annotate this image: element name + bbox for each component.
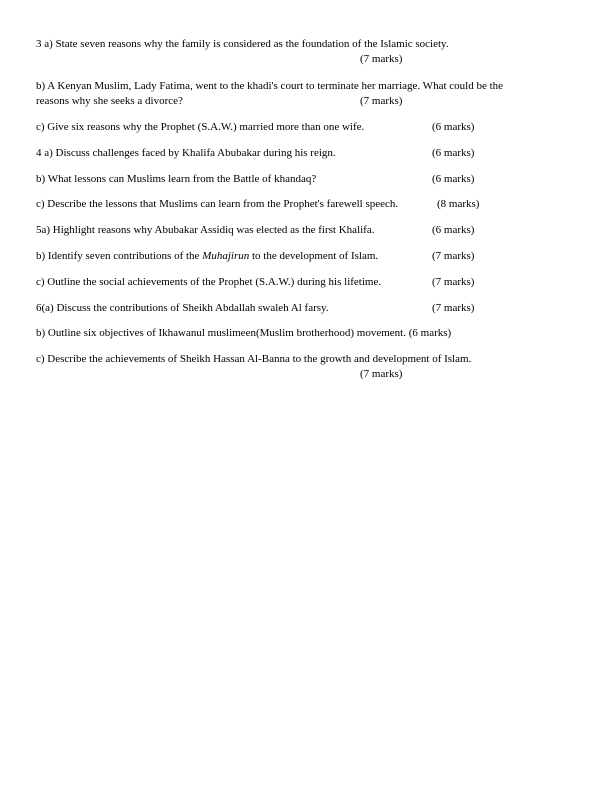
question-3c: c) Give six reasons why the Prophet (S.A.W.) married more than one wife. bbox=[36, 121, 365, 133]
question-4b-marks: (6 marks) bbox=[432, 173, 475, 185]
question-5b-marks: (7 marks) bbox=[432, 250, 475, 262]
question-3b-marks: (7 marks) bbox=[360, 95, 403, 107]
question-6b-marks: (6 marks) bbox=[408, 327, 452, 339]
question-6c-marks: (7 marks) bbox=[360, 368, 403, 380]
question-4b: b) What lessons can Muslims learn from the Battle of khandaq? bbox=[36, 173, 317, 185]
question-6a: 6(a) Discuss the contributions of Sheikh Abdallah swaleh Al farsy. bbox=[36, 302, 329, 314]
question-3b-line-2: reasons why she seeks a divorce? bbox=[36, 95, 183, 107]
question-5b-text-before: b) Identify seven contributions of the bbox=[36, 250, 203, 262]
question-5b-text-italic: Muhajirun bbox=[202, 250, 250, 262]
question-3b-line-1: b) A Kenyan Muslim, Lady Fatima, went to the khadi's court to terminate her marriage. What could be the bbox=[36, 80, 504, 92]
question-6b-text: b) Outline six objectives of Ikhawanul muslimeen(Muslim brotherhood) movement. bbox=[36, 327, 406, 339]
question-5a: 5a) Highlight reasons why Abubakar Assidiq was elected as the first Khalifa. bbox=[36, 224, 375, 236]
question-3a-marks: (7 marks) bbox=[360, 53, 403, 65]
question-4a-marks: (6 marks) bbox=[432, 147, 475, 159]
question-5a-marks: (6 marks) bbox=[432, 224, 475, 236]
question-4c: c) Describe the lessons that Muslims can learn from the Prophet's farewell speech. bbox=[36, 198, 399, 210]
question-5c: c) Outline the social achievements of the Prophet (S.A.W.) during his lifetime. bbox=[36, 276, 382, 288]
question-3a: 3 a) State seven reasons why the family is considered as the foundation of the Islamic society. bbox=[36, 38, 449, 50]
question-5c-marks: (7 marks) bbox=[432, 276, 475, 288]
question-3c-marks: (6 marks) bbox=[432, 121, 475, 133]
question-6c: c) Describe the achievements of Sheikh Hassan Al-Banna to the growth and development of Islam. bbox=[36, 353, 472, 365]
question-6a-marks: (7 marks) bbox=[432, 302, 475, 314]
question-4c-marks: (8 marks) bbox=[437, 198, 480, 210]
question-6b bbox=[36, 327, 451, 340]
question-5b-text-after: to the development of Islam. bbox=[249, 250, 379, 262]
question-4a: 4 a) Discuss challenges faced by Khalifa Abubakar during his reign. bbox=[36, 147, 336, 159]
question-5b bbox=[36, 250, 378, 263]
